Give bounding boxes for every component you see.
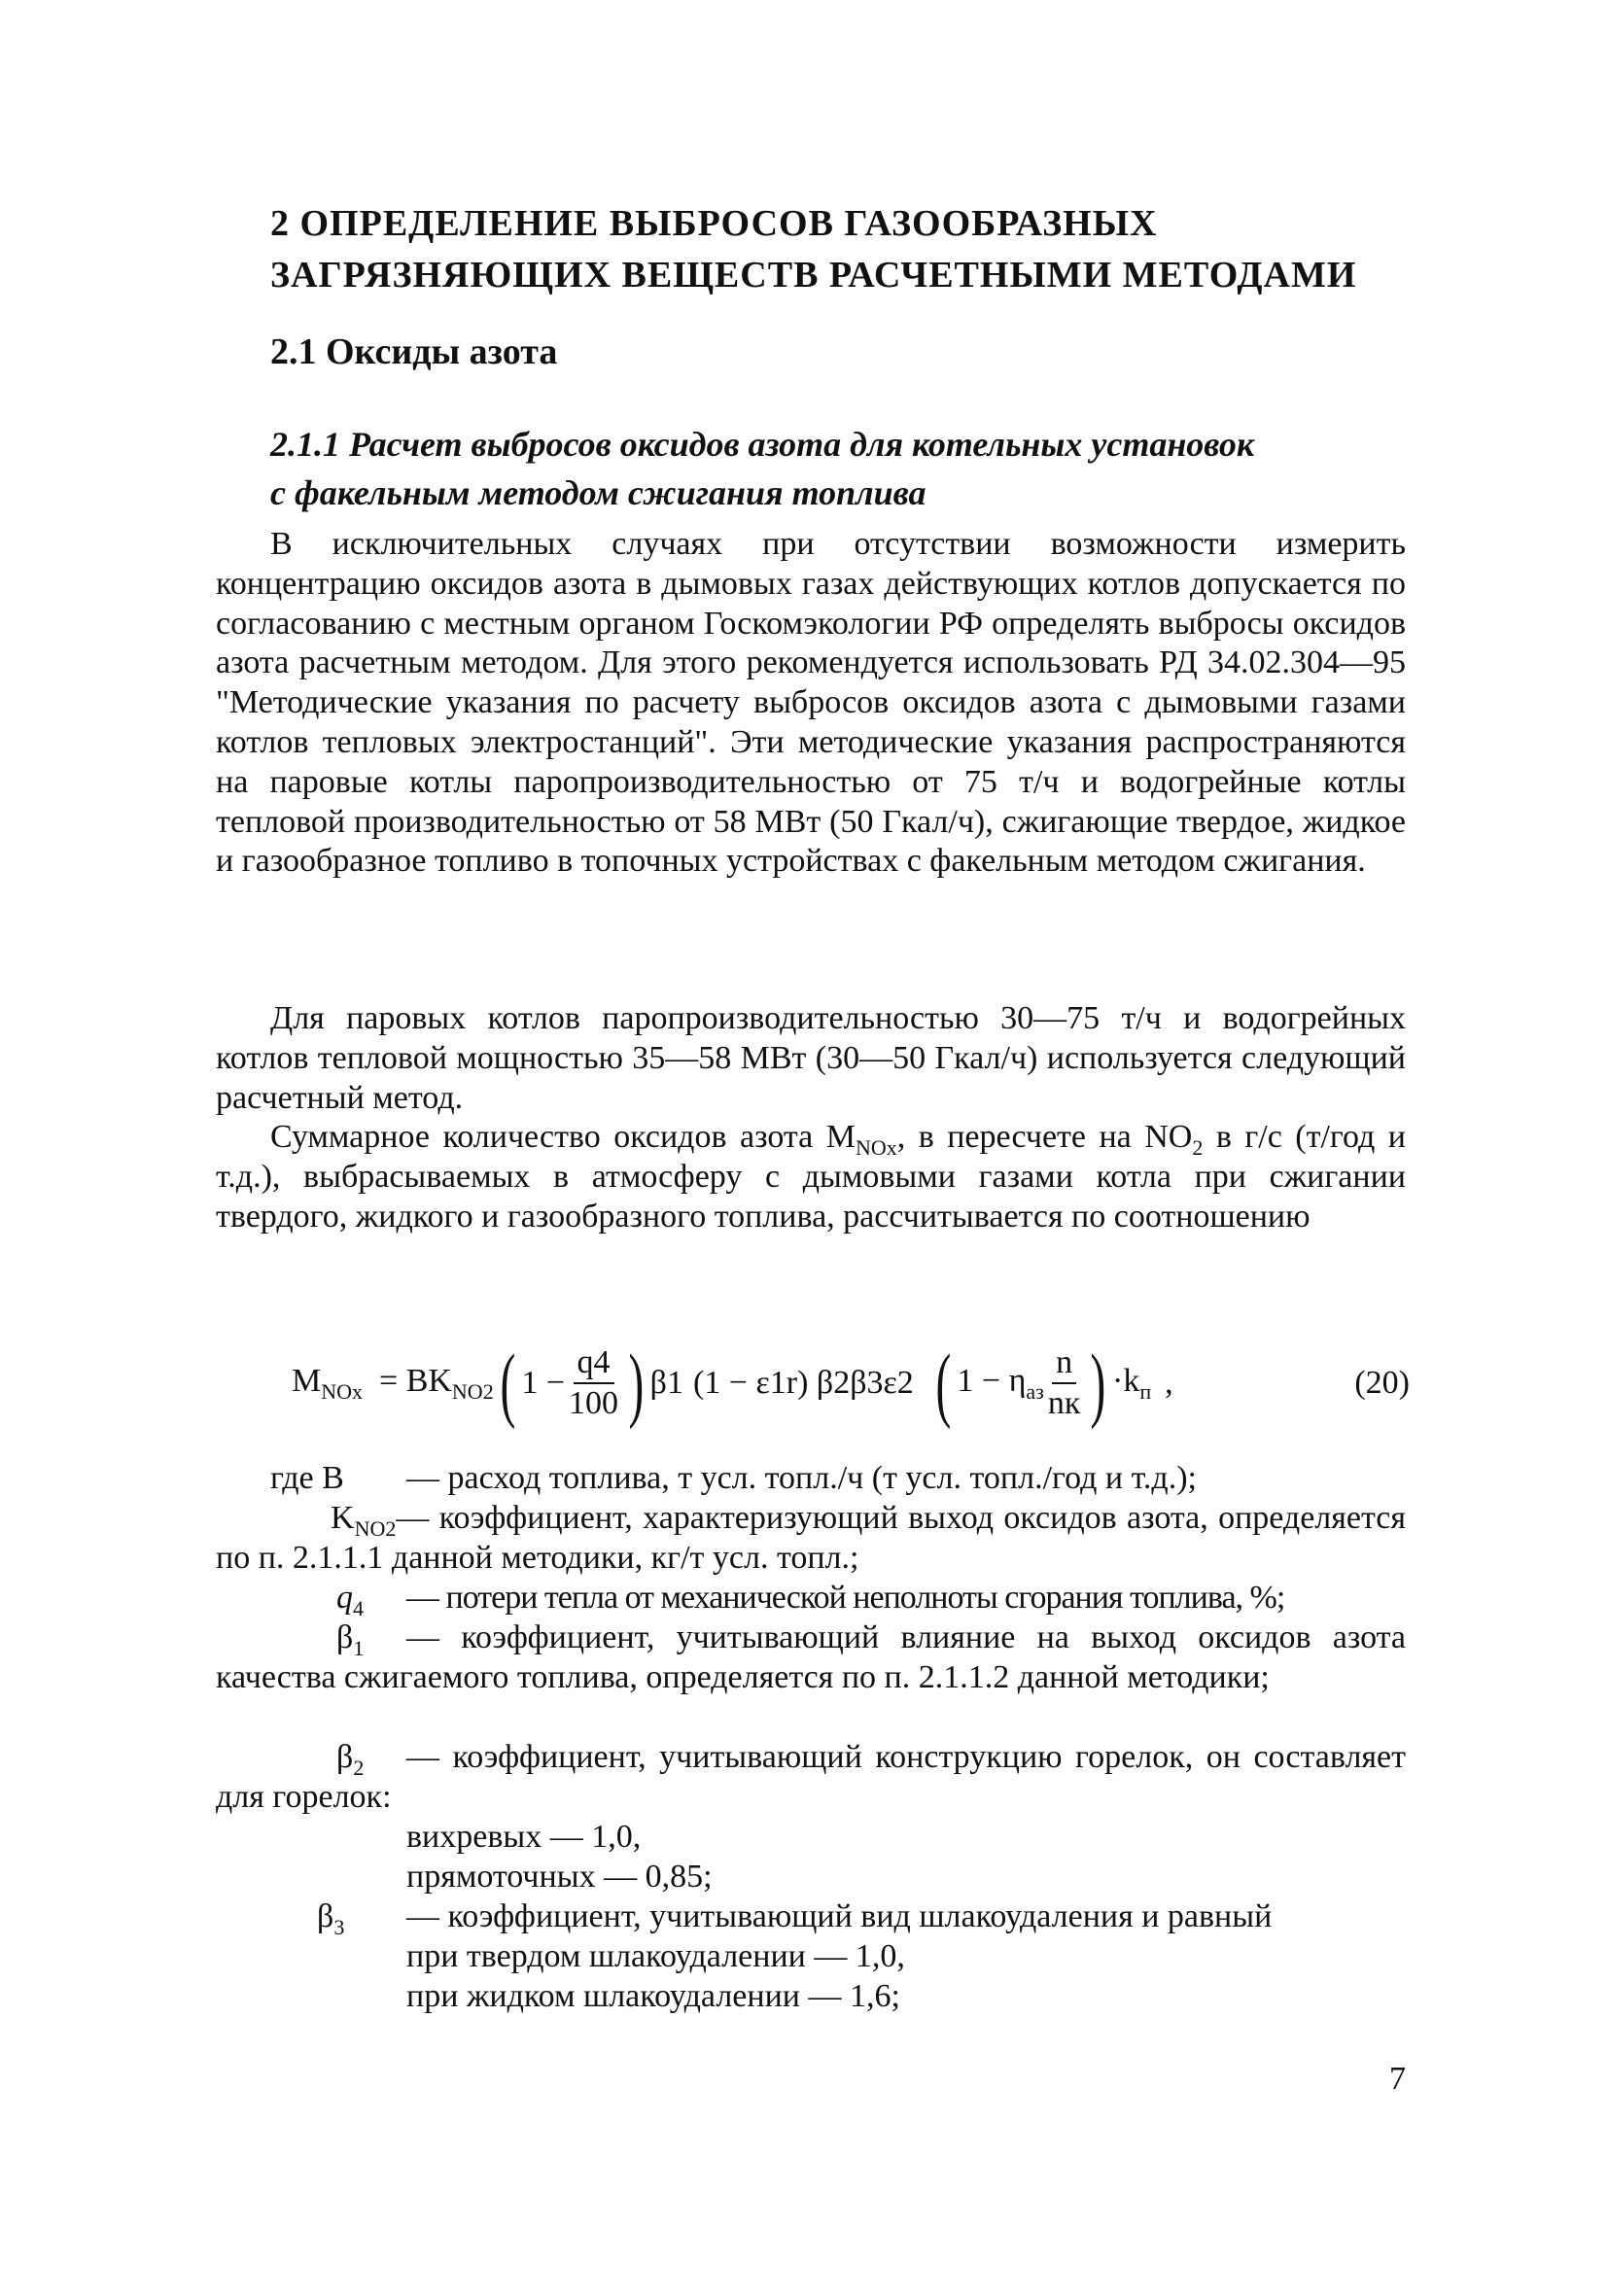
paren-close-2: ) (1090, 1337, 1106, 1430)
fraction-numerator-n: n (1052, 1343, 1076, 1384)
paren-close-1: ) (628, 1337, 645, 1430)
def-b-text: — расход топлива, т усл. топл./ч (т усл. топл./год и т.д.); (406, 1460, 1197, 1496)
def-beta3-item-liquid: при жидком шлакоудалении — 1,6; (406, 1978, 900, 2014)
def-beta2-item-vortex: вихревых — 1,0, (406, 1819, 642, 1855)
formula-comma: , (1165, 1365, 1173, 1401)
formula-one-minus: 1 − (521, 1365, 566, 1401)
fraction-denominator-100: 100 (569, 1385, 619, 1421)
p3-text-a: Суммарное количество оксидов азота M (270, 1119, 856, 1155)
p3-text-b: , в пересчете на NO (896, 1119, 1193, 1155)
def-beta1 (216, 1618, 1406, 1697)
chapter-title-line1: 2 ОПРЕДЕЛЕНИЕ ВЫБРОСОВ ГАЗООБРАЗНЫХ (270, 203, 1158, 244)
fraction-q4-100 (569, 1343, 618, 1423)
def-q4-text: — потери тепла от механической неполноты сгорания топлива, %; (406, 1580, 1285, 1616)
subsection-heading (270, 420, 1437, 517)
formula-tail: $\cdot k_п$ (1112, 1362, 1152, 1404)
def-k (216, 1498, 1406, 1578)
def-beta2 (216, 1737, 1406, 1817)
def-b-symbol: где B (270, 1460, 344, 1496)
def-beta2-item-straight: прямоточных — 0,85; (406, 1859, 713, 1895)
fraction-numerator-q4: q4 (574, 1343, 614, 1384)
paragraph-3 (216, 1118, 1406, 1236)
def-beta2-text: — коэффициент, учитывающий конструкцию горелок, он составляет для горелок: (216, 1739, 1406, 1815)
def-beta3-text: — коэффициент, учитывающий вид шлакоудаления и равный (406, 1898, 1273, 1934)
formula-one-minus-eta: $1 - \eta_{аз}$ (957, 1362, 1044, 1404)
subsection-heading-line2: с факельным методом сжигания топлива (270, 473, 926, 512)
paragraph-1: В исключительных случаях при отсутствии возможности измерить концентрацию оксидов азота в дымовых газах действующих котлов допускается по согласованию с местным органом Госкомэкологии РФ определять выбросы оксидов азота расчетным методом. Для этого рекомендуется использовать РД 34.02.304—95 "Методические указания по расчету выбросов оксидов азота с дымовыми газами котлов тепловых электростанций". Эти методические указания распространяются на паровые котлы паропроизводительностью от 75 т/ч и водогрейные котлы тепловой производительностью от 58 МВт (50 Гкал/ч), сжигающие твердое, жидкое и газообразное топливо в топочных устройствах с факельным методом сжигания. (216, 526, 1406, 880)
formula-middle-terms: (1 − ε1r) β2β3ε2 (692, 1365, 914, 1401)
def-beta1-text: — коэффициент, учитывающий влияние на выход оксидов азота качества сжигаемого топлива, определяется по п. 2.1.1.2 данной методики; (216, 1619, 1406, 1695)
def-q4-symbol: $q_4$ (336, 1580, 364, 1620)
def-k-symbol: $K_{NO2}$ (331, 1500, 397, 1541)
def-k-text: — коэффициент, характеризующий выход оксидов азота, определяется по п. 2.1.1.1 данной методики, кг/т усл. топл.; (216, 1500, 1406, 1576)
def-beta2-symbol: $\beta_2$ (336, 1739, 365, 1780)
paragraph-2: Для паровых котлов паропроизводительностью 30—75 т/ч и водогрейных котлов тепловой мощностью 35—58 МВт (30—50 Гкал/ч) используется следующий расчетный метод. (216, 1000, 1406, 1116)
def-beta3-symbol: $\beta_3$ (317, 1898, 345, 1939)
formula-20 (292, 1330, 1410, 1437)
chapter-title (270, 198, 1437, 301)
paren-open-2: ( (935, 1337, 951, 1430)
def-beta1-symbol: $\beta_1$ (336, 1619, 365, 1660)
p3-sub-nox: NOx (855, 1134, 897, 1160)
p3-sub-2: 2 (1192, 1134, 1204, 1160)
fraction-denominator-nk: nк (1047, 1385, 1081, 1421)
section-heading: 2.1 Оксиды азота (270, 331, 558, 372)
page-number: 7 (1389, 2061, 1406, 2097)
subsection-heading-line1: 2.1.1 Расчет выбросов оксидов азота для котельных установок (270, 425, 1255, 464)
formula-bk: = $BK_{NO2}$ (370, 1362, 494, 1404)
formula-beta1: β1 (649, 1365, 683, 1401)
formula-lhs: $M_{NOx}$ (292, 1362, 364, 1404)
fraction-n-nk (1048, 1343, 1081, 1423)
paren-open-1: ( (500, 1337, 515, 1430)
chapter-title-line2: ЗАГРЯЗНЯЮЩИХ ВЕЩЕСТВ РАСЧЕТНЫМИ МЕТОДАМИ (270, 255, 1357, 296)
formula-number: (20) (1354, 1365, 1410, 1401)
p3-text-c: в г/с (т/год и т.д.), выбрасываемых в атмосферу с дымовыми газами котла при сжигании твердого, жидкого и газообразного топлива, рассчитывается по соотношению (216, 1119, 1406, 1235)
def-beta3-item-solid: при твердом шлакоудалении — 1,0, (406, 1938, 905, 1974)
